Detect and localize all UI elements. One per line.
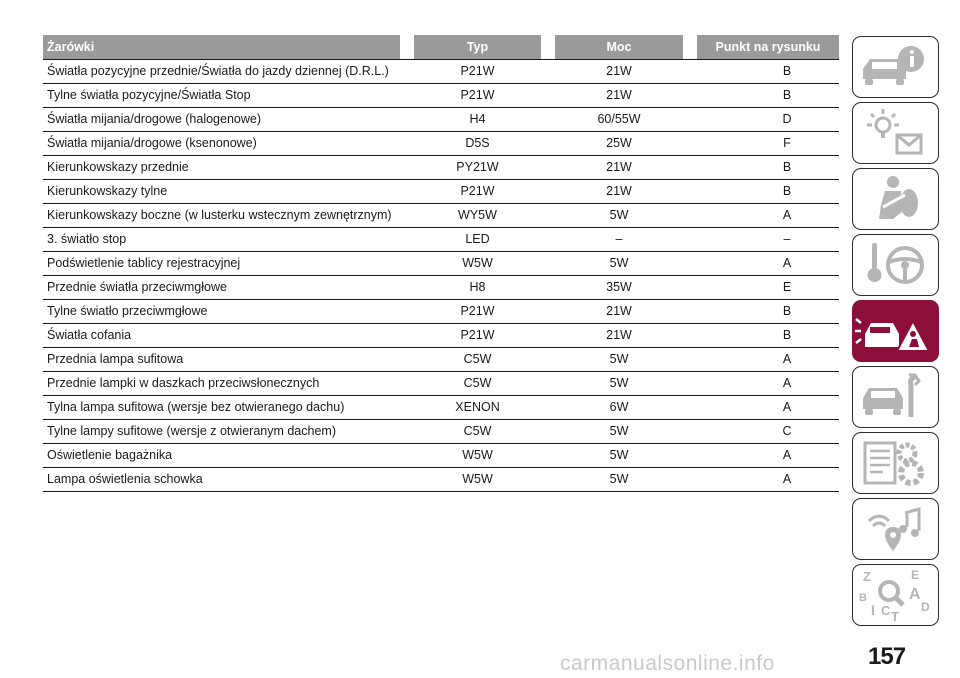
index-letter: E — [911, 568, 920, 582]
bulb-type-cell: P21W — [414, 59, 555, 84]
table-row — [43, 348, 839, 372]
bulb-name-cell: Światła cofania — [43, 324, 414, 348]
bulb-name-cell: Tylne światła pozycyjne/Światła Stop — [43, 84, 414, 108]
table-row — [43, 108, 839, 132]
tab-car-info[interactable] — [852, 36, 939, 98]
bulb-type-cell: LED — [414, 228, 555, 252]
bulb-power-cell: 5W — [555, 348, 697, 372]
table-header-row — [43, 35, 839, 59]
table-row — [43, 156, 839, 180]
table-row — [43, 420, 839, 444]
bulb-power-cell: 21W — [555, 84, 697, 108]
index-letter: D — [921, 600, 930, 614]
figure-point-cell: E — [697, 276, 839, 300]
figure-point-cell: A — [697, 372, 839, 396]
figure-point-cell: C — [697, 420, 839, 444]
warning-lights-icon — [853, 103, 937, 162]
tab-maintenance[interactable] — [852, 366, 939, 428]
figure-point-cell: B — [697, 59, 839, 84]
bulb-type-cell: P21W — [414, 324, 555, 348]
table-row — [43, 276, 839, 300]
tab-multimedia[interactable] — [852, 498, 939, 560]
bulb-name-cell: Kierunkowskazy boczne (w lusterku wstecznym zewnętrznym) — [43, 204, 414, 228]
figure-point-cell: B — [697, 180, 839, 204]
figure-point-cell: F — [697, 132, 839, 156]
table-row — [43, 84, 839, 108]
tab-specifications[interactable] — [852, 432, 939, 494]
table-row — [43, 396, 839, 420]
bulb-name-cell: Przednie światła przeciwmgłowe — [43, 276, 414, 300]
figure-point-cell: B — [697, 84, 839, 108]
bulb-name-cell: Kierunkowskazy przednie — [43, 156, 414, 180]
alphabetical-index-icon — [853, 565, 937, 624]
index-letter: C — [881, 603, 891, 618]
figure-point-cell: A — [697, 444, 839, 468]
table-row — [43, 468, 839, 492]
bulb-name-cell: Przednia lampa sufitowa — [43, 348, 414, 372]
header-figure-point: Punkt na rysunku — [697, 35, 839, 59]
table-row — [43, 204, 839, 228]
bulb-type-cell: H8 — [414, 276, 555, 300]
figure-point-cell: D — [697, 108, 839, 132]
bulb-name-cell: Lampa oświetlenia schowka — [43, 468, 414, 492]
bulb-name-cell: Tylne światło przeciwmgłowe — [43, 300, 414, 324]
bulb-type-cell: C5W — [414, 372, 555, 396]
table-row — [43, 372, 839, 396]
bulb-power-cell: 5W — [555, 444, 697, 468]
table-row — [43, 300, 839, 324]
bulb-type-cell: C5W — [414, 348, 555, 372]
bulb-type-cell: D5S — [414, 132, 555, 156]
bulb-type-cell: XENON — [414, 396, 555, 420]
bulb-type-cell: W5W — [414, 252, 555, 276]
bulb-type-cell: WY5W — [414, 204, 555, 228]
index-letter: I — [871, 602, 875, 618]
bulb-power-cell: 21W — [555, 180, 697, 204]
tab-warning-lights[interactable] — [852, 102, 939, 164]
bulb-type-cell: W5W — [414, 444, 555, 468]
bulb-type-cell: PY21W — [414, 156, 555, 180]
tab-safety[interactable] — [852, 168, 939, 230]
bulb-type-cell: W5W — [414, 468, 555, 492]
bulb-name-cell: Tylna lampa sufitowa (wersje bez otwieranego dachu) — [43, 396, 414, 420]
index-letter: B — [859, 592, 867, 604]
car-info-icon — [853, 37, 937, 96]
bulb-name-cell: Kierunkowskazy tylne — [43, 180, 414, 204]
bulb-name-cell: Podświetlenie tablicy rejestracyjnej — [43, 252, 414, 276]
figure-point-cell: B — [697, 156, 839, 180]
bulb-name-cell: Przednie lampki w daszkach przeciwsłonecznych — [43, 372, 414, 396]
bulb-power-cell: 35W — [555, 276, 697, 300]
table-row — [43, 252, 839, 276]
bulb-name-cell: Światła pozycyjne przednie/Światła do jazdy dziennej (D.R.L.) — [43, 59, 414, 84]
figure-point-cell: A — [697, 252, 839, 276]
figure-point-cell: A — [697, 204, 839, 228]
bulb-power-cell: 21W — [555, 324, 697, 348]
tab-starting-driving[interactable] — [852, 234, 939, 296]
safety-airbag-icon — [853, 169, 937, 228]
index-letter: Z — [863, 569, 871, 584]
figure-point-cell: B — [697, 324, 839, 348]
bulb-power-cell: 5W — [555, 372, 697, 396]
figure-point-cell: B — [697, 300, 839, 324]
bulb-power-cell: 5W — [555, 420, 697, 444]
table-row — [43, 180, 839, 204]
bulb-table — [43, 35, 839, 492]
bulb-type-cell: P21W — [414, 180, 555, 204]
figure-point-cell: – — [697, 228, 839, 252]
bulb-power-cell: 5W — [555, 252, 697, 276]
figure-point-cell: A — [697, 396, 839, 420]
bulb-name-cell: Światła mijania/drogowe (halogenowe) — [43, 108, 414, 132]
table-row — [43, 228, 839, 252]
header-power: Moc — [555, 35, 697, 59]
index-letter: A — [909, 586, 921, 603]
bulb-type-cell: C5W — [414, 420, 555, 444]
steering-wheel-key-icon — [853, 235, 937, 294]
bulb-power-cell: – — [555, 228, 697, 252]
bulb-power-cell: 21W — [555, 156, 697, 180]
bulb-type-cell: H4 — [414, 108, 555, 132]
tab-emergency[interactable] — [852, 300, 939, 362]
bulb-power-cell: 6W — [555, 396, 697, 420]
bulb-type-cell: P21W — [414, 84, 555, 108]
bulb-name-cell: 3. światło stop — [43, 228, 414, 252]
table-row — [43, 132, 839, 156]
page-number: 157 — [868, 643, 906, 670]
car-maintenance-icon — [853, 367, 937, 426]
bulb-power-cell: 5W — [555, 204, 697, 228]
header-bulbs: Żarówki — [43, 35, 414, 59]
figure-point-cell: A — [697, 348, 839, 372]
bulb-name-cell: Światła mijania/drogowe (ksenonowe) — [43, 132, 414, 156]
watermark: carmanualsonline.info — [560, 652, 775, 675]
bulb-type-cell: P21W — [414, 300, 555, 324]
bulb-power-cell: 21W — [555, 300, 697, 324]
figure-point-cell: A — [697, 468, 839, 492]
bulb-name-cell: Oświetlenie bagażnika — [43, 444, 414, 468]
header-type: Typ — [414, 35, 555, 59]
bulb-power-cell: 5W — [555, 468, 697, 492]
bulb-power-cell: 60/55W — [555, 108, 697, 132]
table-row — [43, 324, 839, 348]
tab-index[interactable] — [852, 564, 939, 626]
bulb-name-cell: Tylne lampy sufitowe (wersje z otwieranym dachem) — [43, 420, 414, 444]
index-letter: T — [891, 609, 899, 624]
emergency-icon — [853, 301, 937, 360]
bulb-power-cell: 21W — [555, 59, 697, 84]
bulb-table-container — [43, 35, 839, 492]
specifications-gear-icon — [853, 433, 937, 492]
multimedia-icon — [853, 499, 937, 558]
table-row — [43, 59, 839, 84]
bulb-power-cell: 25W — [555, 132, 697, 156]
table-row — [43, 444, 839, 468]
